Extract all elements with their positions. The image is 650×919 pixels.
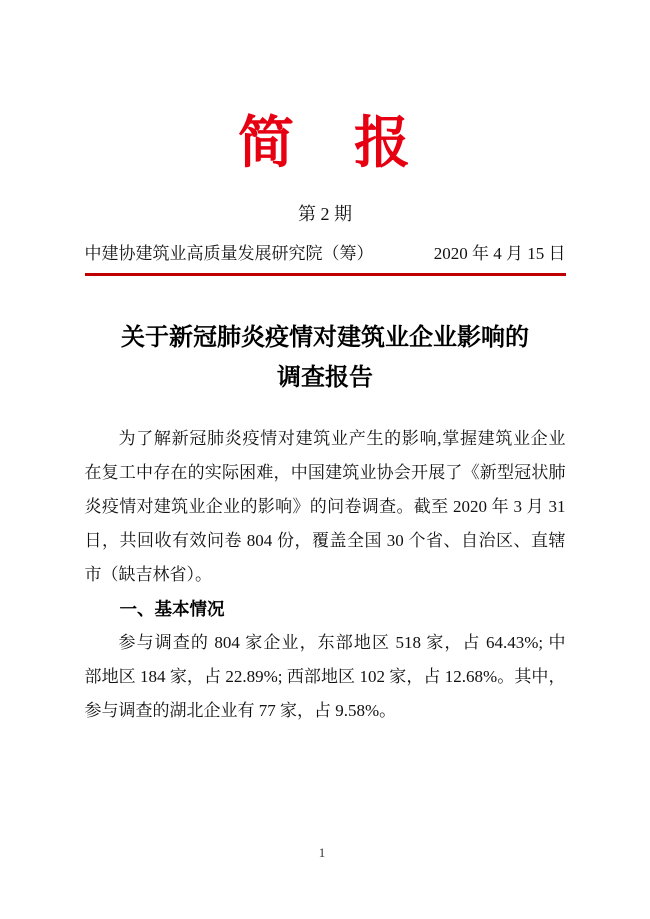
intro-paragraph	[85, 422, 566, 592]
report-title	[85, 318, 566, 398]
section1-heading: 一、基本情况	[119, 599, 225, 620]
organization-name: 中建协建筑业高质量发展研究院（筹）	[84, 243, 374, 263]
text-line: 炎疫情对建筑业企业的影响》的问卷调查。截至 2020 年 3 月 31	[84, 497, 566, 517]
issue-number: 第 2 期	[298, 204, 352, 225]
bulletin-masthead-title: 简 报	[238, 113, 412, 175]
text-line: 市（缺吉林省）。	[84, 565, 212, 585]
report-title-line: 关于新冠肺炎疫情对建筑业企业影响的	[121, 325, 529, 352]
report-title-line: 调查报告	[277, 365, 373, 392]
text-line: 日，共回收有效问卷 804 份，覆盖全国 30 个省、自治区、直辖	[84, 531, 566, 551]
text-line: 参与调查的 804 家企业，东部地区 518 家，占 64.43%; 中	[118, 633, 566, 653]
text-line: 为了解新冠肺炎疫情对建筑业产生的影响,掌握建筑业企业	[118, 429, 566, 449]
org-date-row	[85, 242, 566, 266]
masthead-divider-rule	[85, 273, 566, 276]
section1-paragraph	[85, 626, 566, 728]
page-number: 1	[318, 845, 326, 860]
text-line: 参与调查的湖北企业有 77 家，占 9.58%。	[84, 701, 397, 721]
publication-date: 2020 年 4 月 15 日	[433, 243, 566, 263]
text-line: 部地区 184 家，占 22.89%; 西部地区 102 家，占 12.68%。其中，	[84, 667, 566, 687]
text-line: 在复工中存在的实际困难，中国建筑业协会开展了《新型冠状肺	[84, 463, 566, 483]
page-content	[85, 0, 566, 728]
